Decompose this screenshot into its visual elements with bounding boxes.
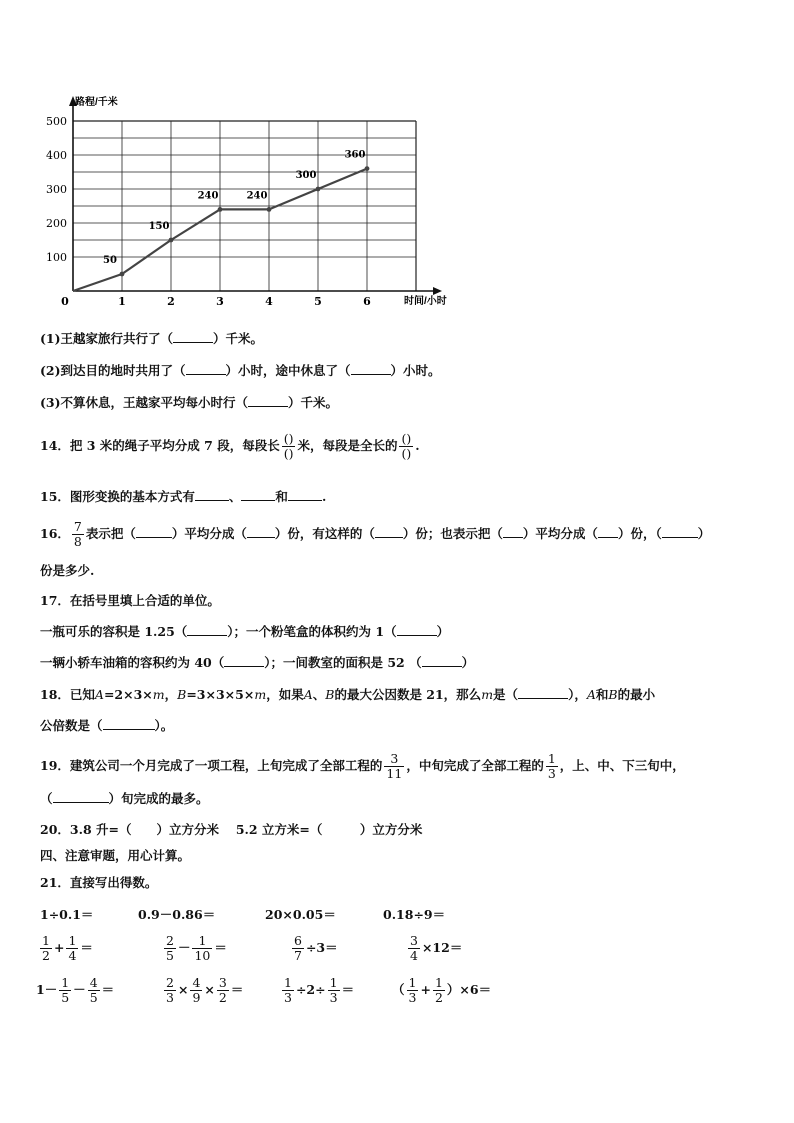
blank-fraction: $\frac{()}{()}$ [283,431,294,461]
answer-blank[interactable] [224,654,264,667]
answer-blank[interactable] [241,488,275,501]
answer-blank[interactable] [375,525,403,538]
q13-part2: (2)到达目的地时共用了（ ）小时，途中休息了（ ）小时。 [40,363,441,378]
chart-grid [73,121,416,291]
data-point [267,207,272,212]
data-point [365,166,370,171]
y-axis-label: 路程/千米 [75,97,118,108]
x-tick-label: 0 [61,295,69,308]
data-label: 240 [246,190,268,202]
blank-fraction: $\frac{()}{()}$ [401,431,412,461]
q18: 18．已知A=2×3×m，B=3×3×5×m，如果A、B的最大公因数是 21，那么m是（ ），A和B的最小 [40,687,656,702]
q16-line2: 份是多少. [40,563,95,578]
data-point [120,272,125,277]
data-point [316,187,321,192]
answer-blank[interactable] [186,362,226,375]
chart-series [73,150,369,291]
calc-item: $\frac{2}{3}$ × $\frac{4}{9}$ × $\frac{3}{2}$ ＝ [166,975,244,1005]
data-label: 300 [295,170,317,181]
x-tick-label: 4 [265,295,273,308]
y-tick-label: 500 [46,115,67,128]
calc-item: $\frac{3}{4}$ ×12＝ [410,933,463,963]
fraction-3-11: $\frac{3}{11}$ [386,751,403,781]
calc-item: $\frac{1}{3}$ ÷2÷ $\frac{1}{3}$ ＝ [284,975,355,1005]
calc-item: （ $\frac{1}{3}$ + $\frac{1}{2}$ ）×6＝ [392,975,492,1005]
section-4-heading: 四、注意审题，用心计算。 [40,848,191,863]
q17-line2: 一辆小轿车油箱的容积约为 40（ ）；一间教室的面积是 52 （ ） [40,655,475,670]
y-tick-label: 400 [46,149,67,162]
q14: 14．把 3 米的绳子平均分成 7 段，每段长 $\frac{()}{()}$ 米，每段是全长的 $\frac{()}{()}$ . [40,431,420,461]
x-tick-label: 1 [118,295,126,308]
x-tick-label: 3 [216,295,224,308]
answer-blank[interactable] [598,525,618,538]
answer-blank[interactable] [422,654,462,667]
data-point [169,238,174,243]
x-axis-arrow [433,287,442,295]
calc-item: $\frac{2}{5}$ － $\frac{1}{10}$ ＝ [166,933,227,963]
answer-blank[interactable] [288,488,322,501]
q13-part1: (1)王越家旅行共行了（ ）千米。 [40,331,264,346]
answer-blank[interactable] [397,623,437,636]
answer-blank[interactable] [351,362,391,375]
answer-blank[interactable] [662,525,698,538]
calc-item: 20×0.05＝ [265,907,336,922]
x-tick-label: 2 [167,295,175,308]
answer-blank[interactable] [187,623,227,636]
q18-line2: 公倍数是（ ）。 [40,718,174,733]
answer-blank[interactable] [195,488,229,501]
answer-blank[interactable] [248,394,288,407]
x-tick-label: 5 [314,295,322,308]
data-label: 360 [344,149,366,161]
data-label: 50 [103,255,117,266]
answer-blank[interactable] [103,717,155,730]
answer-blank[interactable] [518,686,568,699]
answer-blank[interactable] [247,525,275,538]
x-axis-label: 时间/小时 [404,296,447,307]
q19-line2: （ ）旬完成的最多。 [40,791,209,806]
calc-item: 1÷0.1＝ [40,907,94,922]
q17-line1: 一瓶可乐的容积是 1.25（ ）；一个粉笔盒的体积约为 1（ ） [40,624,450,639]
answer-blank[interactable] [53,790,109,803]
data-label: 150 [148,221,170,232]
calc-item: 0.9－0.86＝ [138,907,216,922]
distance-time-line-chart [28,88,468,318]
calc-item: 0.18÷9＝ [383,907,446,922]
fraction-7-8: $\frac{7}{8}$ [73,519,82,549]
y-tick-label: 200 [46,217,67,230]
q20: 20．3.8 升=（ ）立方分米 5.2 立方米=（ ）立方分米 [40,822,423,837]
calc-item: 1－ $\frac{1}{5}$ － $\frac{4}{5}$ ＝ [36,975,115,1005]
answer-blank[interactable] [503,525,523,538]
q16: 16． $\frac{7}{8}$ 表示把（ ）平均分成（ ）份，有这样的（ ）份；也表示把（ ）平均分成（ ）份，（ ） [40,519,711,549]
q17-title: 17．在括号里填上合适的单位。 [40,593,220,608]
chart-ticks [46,115,371,308]
answer-blank[interactable] [136,525,172,538]
q21-title: 21．直接写出得数。 [40,875,158,890]
calc-item: $\frac{6}{7}$ ÷3＝ [294,933,338,963]
q13-part3: (3)不算休息，王越家平均每小时行（ ）千米。 [40,395,339,410]
q15: 15．图形变换的基本方式有 、 和 . [40,489,327,504]
x-tick-label: 6 [363,295,371,308]
fraction-1-3: $\frac{1}{3}$ [547,751,556,781]
calc-item: $\frac{1}{2}$ + $\frac{1}{4}$ ＝ [42,933,93,963]
y-tick-label: 300 [46,183,67,196]
q19: 19．建筑公司一个月完成了一项工程，上旬完成了全部工程的 $\frac{3}{11}$ ，中旬完成了全部工程的 $\frac{1}{3}$ ，上、中、下三旬中， [40,751,685,781]
y-tick-label: 100 [46,251,67,264]
data-label: 240 [197,190,219,202]
answer-blank[interactable] [173,330,213,343]
data-point [218,207,223,212]
